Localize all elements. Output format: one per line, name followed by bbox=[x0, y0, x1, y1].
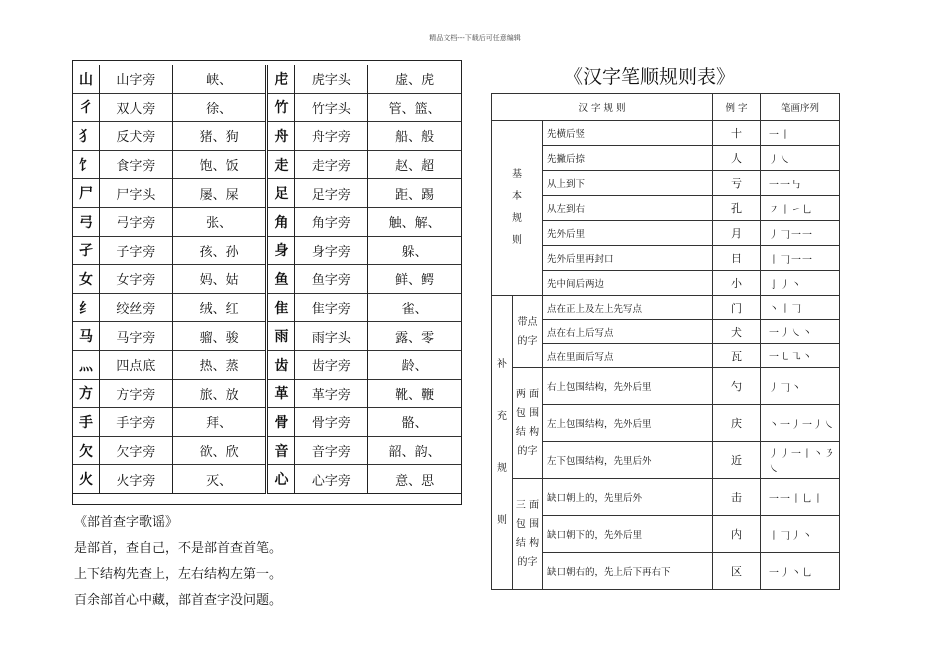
rule-text: 先中间后两边 bbox=[543, 271, 713, 296]
radical-char: 方 bbox=[78, 386, 93, 403]
radical-name: 鱼字旁 bbox=[295, 265, 368, 294]
radical-char: 革 bbox=[267, 379, 295, 408]
radical-examples: 妈、姑 bbox=[172, 265, 267, 294]
stroke-order-table bbox=[491, 93, 840, 590]
radical-name: 身字旁 bbox=[295, 236, 368, 265]
group-label-char: 带点 bbox=[517, 316, 538, 328]
radical-name: 子字旁 bbox=[99, 236, 172, 265]
radical-examples: 船、般 bbox=[368, 122, 461, 151]
radical-examples: 虚、虎 bbox=[368, 65, 461, 93]
rule-text: 右上包围结构，先外后里 bbox=[543, 368, 713, 405]
stroke-sequence: ㇇丨㇀乚 bbox=[761, 196, 840, 221]
radical-char: 火 bbox=[78, 472, 93, 489]
radical-name: 心字旁 bbox=[295, 465, 368, 494]
radical-char: 角 bbox=[267, 207, 295, 236]
radical-name: 火字旁 bbox=[99, 465, 172, 494]
supplement-rules-label-char: 规 bbox=[497, 462, 507, 474]
radical-char: 饣 bbox=[78, 157, 93, 174]
example-char: 瓦 bbox=[713, 344, 761, 368]
radical-char: 身 bbox=[267, 236, 295, 265]
radical-examples: 旅、放 bbox=[172, 379, 267, 408]
basic-rules-label-char: 规 bbox=[512, 213, 522, 224]
stroke-rule-row bbox=[492, 246, 840, 271]
radical-examples: 热、蒸 bbox=[172, 350, 267, 379]
radical-examples: 孩、孙 bbox=[172, 236, 267, 265]
radical-char: 足 bbox=[267, 179, 295, 208]
stroke-sequence: 一丿丶乚 bbox=[761, 553, 840, 590]
radical-examples: 距、踢 bbox=[368, 179, 461, 208]
radical-name: 骨字旁 bbox=[295, 408, 368, 437]
rule-text: 先外后里 bbox=[543, 221, 713, 246]
radical-name: 双人旁 bbox=[99, 93, 172, 122]
radical-char: 隹 bbox=[267, 293, 295, 322]
group-label-char: 包 围 bbox=[515, 408, 540, 419]
radical-row bbox=[73, 408, 461, 437]
supplement-rules-label bbox=[492, 296, 513, 590]
radical-char: 马 bbox=[78, 329, 93, 346]
radical-row bbox=[73, 150, 461, 179]
radical-name: 绞丝旁 bbox=[99, 293, 172, 322]
radical-char: 犭 bbox=[78, 128, 93, 145]
stroke-rule-row bbox=[492, 296, 840, 320]
radical-name: 雨字头 bbox=[295, 322, 368, 351]
radical-name: 虎字头 bbox=[295, 65, 368, 93]
basic-rules-label-char: 基 bbox=[512, 169, 522, 180]
rule-text: 点在里面后写点 bbox=[543, 344, 713, 368]
stroke-sequence: 丿丿一丨丶㇋㇏ bbox=[761, 442, 840, 479]
radical-name: 反犬旁 bbox=[99, 122, 172, 151]
radical-row bbox=[73, 122, 461, 151]
stroke-rule-row bbox=[492, 553, 840, 590]
header-sequence: 笔画序列 bbox=[761, 94, 840, 121]
radical-table-box bbox=[72, 60, 462, 505]
rule-text: 左上包围结构，先外后里 bbox=[543, 405, 713, 442]
radical-examples: 龄、 bbox=[368, 350, 461, 379]
radical-char: 女 bbox=[78, 271, 93, 288]
radical-char: 齿 bbox=[267, 350, 295, 379]
radical-examples: 张、 bbox=[172, 207, 267, 236]
radical-name: 女字旁 bbox=[99, 265, 172, 294]
radical-examples: 灭、 bbox=[172, 465, 267, 494]
basic-rules-label bbox=[492, 121, 543, 296]
stroke-rule-row bbox=[492, 479, 840, 516]
radical-examples: 峡、 bbox=[172, 65, 267, 93]
radical-examples: 意、思 bbox=[368, 465, 461, 494]
radical-examples: 拜、 bbox=[172, 408, 267, 437]
stroke-sequence: 丨𠃌一一 bbox=[761, 246, 840, 271]
example-char: 小 bbox=[713, 271, 761, 296]
radical-examples: 徐、 bbox=[172, 93, 267, 122]
radical-row bbox=[73, 465, 461, 494]
radical-char: 竹 bbox=[267, 93, 295, 122]
radical-examples: 赵、超 bbox=[368, 150, 461, 179]
example-char: 人 bbox=[713, 146, 761, 171]
radical-row bbox=[73, 265, 461, 294]
radical-row bbox=[73, 93, 461, 122]
song-line: 是部首，查自己，不是部首查首笔。 bbox=[74, 541, 283, 556]
radical-row bbox=[73, 350, 461, 379]
rule-text: 缺口朝右的，先上后下再右下 bbox=[543, 553, 713, 590]
radical-char: 手 bbox=[78, 414, 93, 431]
group-label bbox=[513, 479, 543, 590]
stroke-rule-row bbox=[492, 146, 840, 171]
stroke-rule-row bbox=[492, 442, 840, 479]
rule-text: 从上到下 bbox=[543, 171, 713, 196]
stroke-sequence: 一丨 bbox=[761, 121, 840, 146]
radical-row bbox=[73, 293, 461, 322]
rule-text: 先横后竖 bbox=[543, 121, 713, 146]
group-label-char: 三 面 bbox=[515, 500, 540, 511]
radical-name: 角字旁 bbox=[295, 207, 368, 236]
radical-name: 走字旁 bbox=[295, 150, 368, 179]
radical-name: 欠字旁 bbox=[99, 436, 172, 465]
radical-examples: 雀、 bbox=[368, 293, 461, 322]
example-char: 内 bbox=[713, 516, 761, 553]
example-char: 区 bbox=[713, 553, 761, 590]
stroke-rule-row bbox=[492, 405, 840, 442]
stroke-sequence: 丿𠃌一一 bbox=[761, 221, 840, 246]
example-char: 近 bbox=[713, 442, 761, 479]
radical-name: 食字旁 bbox=[99, 150, 172, 179]
example-char: 勺 bbox=[713, 368, 761, 405]
radical-name: 革字旁 bbox=[295, 379, 368, 408]
radical-char: 鱼 bbox=[267, 265, 295, 294]
rule-text: 先撇后捺 bbox=[543, 146, 713, 171]
radical-examples: 骝、骏 bbox=[172, 322, 267, 351]
header-rule: 汉 字 规 则 bbox=[492, 94, 713, 121]
radical-char: 舟 bbox=[267, 122, 295, 151]
radical-song bbox=[74, 510, 282, 614]
stroke-sequence: 一㇄㇈丶 bbox=[761, 344, 840, 368]
radical-char: 走 bbox=[267, 150, 295, 179]
radical-row bbox=[73, 65, 461, 93]
stroke-sequence: 丨𠃌丿丶 bbox=[761, 516, 840, 553]
radical-examples: 躲、 bbox=[368, 236, 461, 265]
radical-examples: 骼、 bbox=[368, 408, 461, 437]
supplement-rules-label-char: 补 bbox=[497, 358, 507, 370]
radical-examples: 欲、欣 bbox=[172, 436, 267, 465]
group-label-char: 的字 bbox=[517, 335, 538, 347]
radical-examples: 管、篮、 bbox=[368, 93, 461, 122]
group-label bbox=[513, 296, 543, 368]
radical-char: 弓 bbox=[78, 214, 93, 231]
example-char: 亏 bbox=[713, 171, 761, 196]
stroke-rule-row bbox=[492, 368, 840, 405]
supplement-rules-label-char: 则 bbox=[497, 514, 507, 526]
radical-char: 纟 bbox=[78, 300, 93, 317]
radical-examples: 露、零 bbox=[368, 322, 461, 351]
radical-examples: 绒、红 bbox=[172, 293, 267, 322]
group-label-char: 结 构 bbox=[515, 538, 540, 549]
radical-name: 音字旁 bbox=[295, 436, 368, 465]
stroke-rule-row bbox=[492, 221, 840, 246]
header-example: 例 字 bbox=[713, 94, 761, 121]
song-line: 上下结构先查上，左右结构左第一。 bbox=[74, 567, 283, 582]
stroke-sequence: 丶一丿一丿㇏ bbox=[761, 405, 840, 442]
rule-text: 点在右上后写点 bbox=[543, 320, 713, 344]
radical-char: 灬 bbox=[78, 357, 93, 374]
stroke-sequence: 一丿㇏丶 bbox=[761, 320, 840, 344]
radical-name: 足字旁 bbox=[295, 179, 368, 208]
radical-row bbox=[73, 379, 461, 408]
radical-name: 弓字旁 bbox=[99, 207, 172, 236]
group-label bbox=[513, 368, 543, 479]
radical-char: 心 bbox=[267, 465, 295, 494]
example-char: 孔 bbox=[713, 196, 761, 221]
rule-text: 先外后里再封口 bbox=[543, 246, 713, 271]
radical-examples: 靴、鞭 bbox=[368, 379, 461, 408]
stroke-rule-row bbox=[492, 171, 840, 196]
stroke-rule-row bbox=[492, 516, 840, 553]
radical-examples: 触、解、 bbox=[368, 207, 461, 236]
radical-name: 方字旁 bbox=[99, 379, 172, 408]
stroke-rule-row bbox=[492, 121, 840, 146]
stroke-rule-row bbox=[492, 196, 840, 221]
group-label-char: 两 面 bbox=[515, 389, 540, 400]
radical-char: 虍 bbox=[267, 65, 295, 93]
radical-char: 欠 bbox=[78, 443, 93, 460]
radical-char: 音 bbox=[267, 436, 295, 465]
radical-char: 彳 bbox=[78, 100, 93, 117]
rule-text: 缺口朝下的，先外后里 bbox=[543, 516, 713, 553]
radical-examples: 韶、韵、 bbox=[368, 436, 461, 465]
basic-rules-label-char: 本 bbox=[512, 191, 522, 202]
radical-char: 尸 bbox=[78, 186, 93, 203]
header-note: 精品文档---下载后可任意编辑 bbox=[429, 34, 521, 42]
example-char: 月 bbox=[713, 221, 761, 246]
group-label-char: 的字 bbox=[517, 446, 538, 457]
radical-name: 山字旁 bbox=[99, 65, 172, 93]
radical-examples: 猪、狗 bbox=[172, 122, 267, 151]
rule-text: 点在正上及左上先写点 bbox=[543, 296, 713, 320]
example-char: 门 bbox=[713, 296, 761, 320]
song-line: 百余部首心中藏，部首查字没问题。 bbox=[74, 593, 283, 608]
stroke-rule-row bbox=[492, 344, 840, 368]
radical-char: 山 bbox=[78, 71, 93, 88]
song-title: 《部首查字歌谣》 bbox=[74, 515, 179, 530]
stroke-sequence: 丶丨𠃌 bbox=[761, 296, 840, 320]
rule-text: 缺口朝上的，先里后外 bbox=[543, 479, 713, 516]
radical-examples: 屡、屎 bbox=[172, 179, 267, 208]
radical-name: 尸字头 bbox=[99, 179, 172, 208]
radical-char: 雨 bbox=[267, 322, 295, 351]
radical-char: 骨 bbox=[267, 408, 295, 437]
rule-text: 从左到右 bbox=[543, 196, 713, 221]
radical-row bbox=[73, 322, 461, 351]
radical-examples: 饱、饭 bbox=[172, 150, 267, 179]
group-label-char: 结 构 bbox=[515, 427, 540, 438]
radical-row bbox=[73, 179, 461, 208]
radical-name: 竹字头 bbox=[295, 93, 368, 122]
example-char: 日 bbox=[713, 246, 761, 271]
stroke-sequence: 丿𠃌丶 bbox=[761, 368, 840, 405]
stroke-table-title: 《汉字笔顺规则表》 bbox=[564, 66, 736, 88]
example-char: 十 bbox=[713, 121, 761, 146]
rule-text: 左下包围结构，先里后外 bbox=[543, 442, 713, 479]
radical-name: 舟字旁 bbox=[295, 122, 368, 151]
example-char: 犬 bbox=[713, 320, 761, 344]
radical-name: 齿字旁 bbox=[295, 350, 368, 379]
radical-examples: 鲜、鳄 bbox=[368, 265, 461, 294]
radical-row bbox=[73, 236, 461, 265]
stroke-rule-row bbox=[492, 271, 840, 296]
group-label-char: 的字 bbox=[517, 557, 538, 568]
radical-row bbox=[73, 207, 461, 236]
stroke-sequence: 丿㇏ bbox=[761, 146, 840, 171]
radical-name: 马字旁 bbox=[99, 322, 172, 351]
radical-char: 孑 bbox=[78, 243, 93, 260]
example-char: 庆 bbox=[713, 405, 761, 442]
radical-name: 手字旁 bbox=[99, 408, 172, 437]
basic-rules-label-char: 则 bbox=[512, 235, 522, 246]
stroke-sequence: 一一㇉ bbox=[761, 171, 840, 196]
example-char: 击 bbox=[713, 479, 761, 516]
radical-name: 隹字旁 bbox=[295, 293, 368, 322]
supplement-rules-label-char: 充 bbox=[497, 410, 507, 422]
stroke-sequence: 一一丨乚丨 bbox=[761, 479, 840, 516]
radical-row bbox=[73, 436, 461, 465]
radical-name: 四点底 bbox=[99, 350, 172, 379]
stroke-rule-row bbox=[492, 320, 840, 344]
group-label-char: 包 围 bbox=[515, 519, 540, 530]
radical-table bbox=[73, 65, 461, 494]
stroke-sequence: 亅丿丶 bbox=[761, 271, 840, 296]
